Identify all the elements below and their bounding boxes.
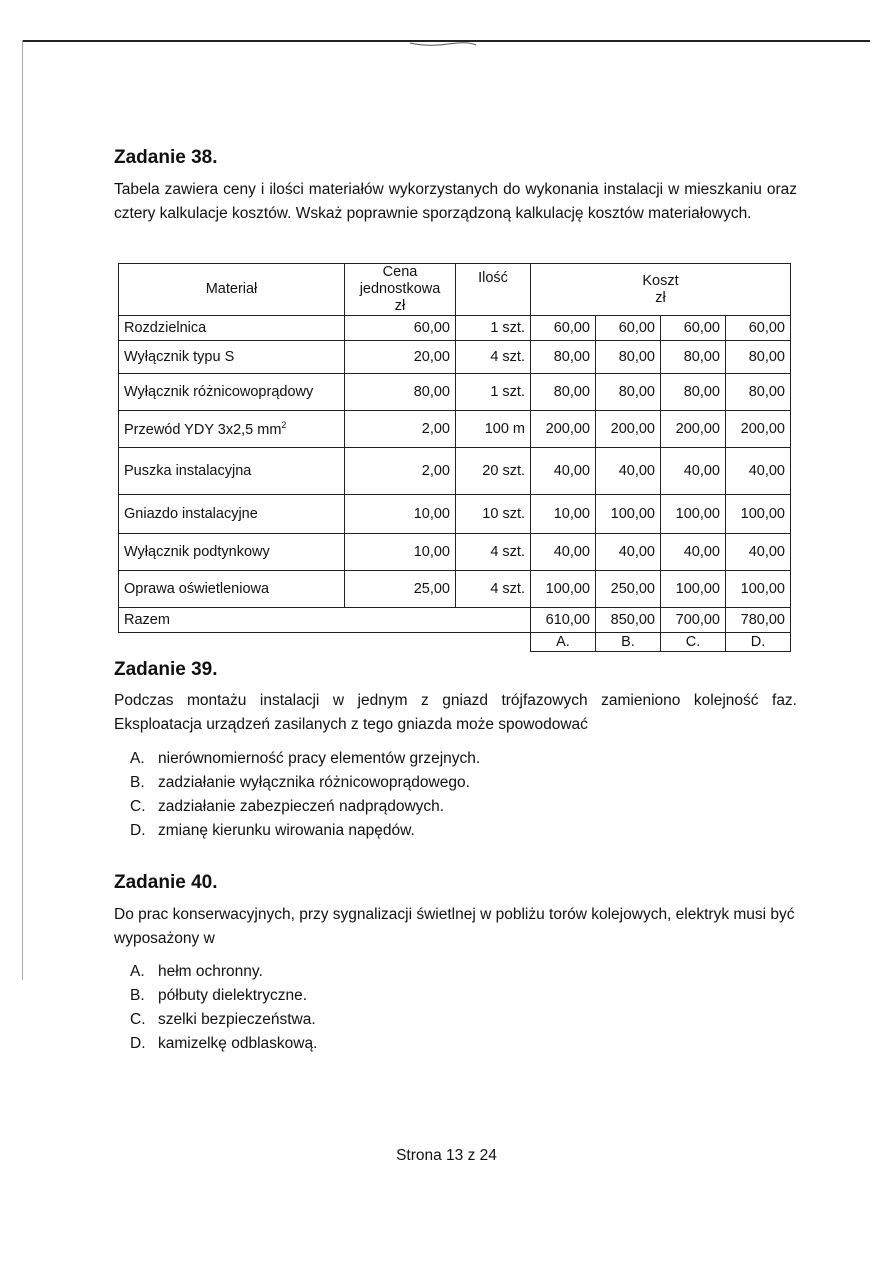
cost-cell: 200,00 xyxy=(661,411,726,448)
material-name: Puszka instalacyjna xyxy=(119,448,345,495)
material-name: Wyłącznik podtynkowy xyxy=(119,534,345,571)
answer-40-b[interactable]: B. półbuty dielektryczne. xyxy=(130,987,308,1004)
cost-cell: 60,00 xyxy=(531,316,596,341)
total-label: Razem xyxy=(119,608,531,633)
cost-cell: 80,00 xyxy=(531,374,596,411)
task-38-title: Zadanie 38. xyxy=(114,147,218,168)
cost-cell: 80,00 xyxy=(726,374,791,411)
cost-cell: 40,00 xyxy=(726,448,791,495)
table-row xyxy=(119,495,791,534)
unit-price: 60,00 xyxy=(345,316,456,341)
quantity: 4 szt. xyxy=(456,534,531,571)
material-name: Przewód YDY 3x2,5 $mm^2$ xyxy=(119,411,345,448)
header-cost: Koszt zł xyxy=(531,264,791,316)
answer-39-b[interactable]: B. zadziałanie wyłącznika różnicowoprądowego. xyxy=(130,774,470,791)
task-40-answers xyxy=(130,960,317,1056)
cost-cell: 100,00 xyxy=(596,495,661,534)
answer-40-a[interactable]: A. hełm ochronny. xyxy=(130,963,263,980)
unit-price: 20,00 xyxy=(345,341,456,374)
quantity: 4 szt. xyxy=(456,571,531,608)
table-row xyxy=(119,411,791,448)
task-39-text: Podczas montażu instalacji w jednym z gniazd trójfazowych zamieniono kolejność faz. Eksploatacja urządzeń zasilanych z tego gniazda może spowodować xyxy=(114,692,797,733)
table-row xyxy=(119,341,791,374)
quantity: 4 szt. xyxy=(456,341,531,374)
page-number: Strona 13 z 24 xyxy=(396,1147,497,1164)
quantity: 20 szt. xyxy=(456,448,531,495)
cost-cell: 100,00 xyxy=(661,495,726,534)
task-39-answers xyxy=(130,747,480,843)
total-row xyxy=(119,608,791,633)
cost-cell: 100,00 xyxy=(726,571,791,608)
cost-cell: 100,00 xyxy=(531,571,596,608)
cost-cell: 40,00 xyxy=(531,448,596,495)
cost-cell: 100,00 xyxy=(661,571,726,608)
cost-cell: 200,00 xyxy=(531,411,596,448)
margin-rule xyxy=(22,40,23,980)
table-row xyxy=(119,534,791,571)
table-row xyxy=(119,316,791,341)
cost-cell: 40,00 xyxy=(531,534,596,571)
option-c-label: C. xyxy=(661,633,726,652)
task-39-title: Zadanie 39. xyxy=(114,659,218,680)
task-38-text: Tabela zawiera ceny i ilości materiałów wykorzystanych do wykonania instalacji w mieszkaniu oraz cztery kalkulacje kosztów. Wskaż poprawnie sporządzoną kalkulację kosztów materiałowych. xyxy=(114,181,797,222)
unit-price: 10,00 xyxy=(345,534,456,571)
material-name: Wyłącznik różnicowoprądowy xyxy=(119,374,345,411)
header-qty: Ilość xyxy=(456,264,531,316)
material-name: Wyłącznik typu S xyxy=(119,341,345,374)
cost-cell: 40,00 xyxy=(726,534,791,571)
task-40-title: Zadanie 40. xyxy=(114,872,218,893)
cost-cell: 80,00 xyxy=(661,374,726,411)
total-a: 610,00 xyxy=(531,608,596,633)
table-row xyxy=(119,374,791,411)
table-row xyxy=(119,571,791,608)
cost-cell: 80,00 xyxy=(726,341,791,374)
option-a-label: A. xyxy=(531,633,596,652)
cost-cell: 100,00 xyxy=(726,495,791,534)
cost-cell: 60,00 xyxy=(726,316,791,341)
answer-40-c[interactable]: C. szelki bezpieczeństwa. xyxy=(130,1011,316,1028)
cost-cell: 60,00 xyxy=(661,316,726,341)
cost-cell: 60,00 xyxy=(596,316,661,341)
scan-mark-icon xyxy=(408,41,478,49)
material-name: Gniazdo instalacyjne xyxy=(119,495,345,534)
task-40-text: Do prac konserwacyjnych, przy sygnalizacji świetlnej w pobliżu torów kolejowych, elektryk musi być wyposażony w xyxy=(114,906,795,947)
answer-39-a[interactable]: A. nierównomierność pracy elementów grzejnych. xyxy=(130,750,481,767)
quantity: 100 m xyxy=(456,411,531,448)
material-name: Oprawa oświetleniowa xyxy=(119,571,345,608)
unit-price: 25,00 xyxy=(345,571,456,608)
option-d-label: D. xyxy=(726,633,791,652)
answer-39-c[interactable]: C. zadziałanie zabezpieczeń nadprądowych. xyxy=(130,798,445,815)
total-b: 850,00 xyxy=(596,608,661,633)
quantity: 10 szt. xyxy=(456,495,531,534)
cost-cell: 200,00 xyxy=(596,411,661,448)
header-material: Materiał xyxy=(119,264,345,316)
cost-cell: 200,00 xyxy=(726,411,791,448)
quantity: 1 szt. xyxy=(456,316,531,341)
answer-40-d[interactable]: D. kamizelkę odblaskową. xyxy=(130,1035,318,1052)
table-row xyxy=(119,448,791,495)
cost-cell: 80,00 xyxy=(531,341,596,374)
cost-cell: 10,00 xyxy=(531,495,596,534)
quantity: 1 szt. xyxy=(456,374,531,411)
unit-price: 2,00 xyxy=(345,411,456,448)
cost-cell: 80,00 xyxy=(596,341,661,374)
header-price: Cena jednostkowa zł xyxy=(345,264,456,316)
cost-cell: 80,00 xyxy=(596,374,661,411)
material-name: Rozdzielnica xyxy=(119,316,345,341)
cost-cell: 40,00 xyxy=(596,448,661,495)
table-header-row xyxy=(119,264,791,316)
total-c: 700,00 xyxy=(661,608,726,633)
cost-cell: 80,00 xyxy=(661,341,726,374)
cost-cell: 40,00 xyxy=(661,534,726,571)
cost-cell: 40,00 xyxy=(596,534,661,571)
unit-price: 80,00 xyxy=(345,374,456,411)
option-label-row xyxy=(119,633,791,652)
cost-cell: 250,00 xyxy=(596,571,661,608)
materials-table xyxy=(118,263,791,652)
answer-39-d[interactable]: D. zmianę kierunku wirowania napędów. xyxy=(130,822,415,839)
unit-price: 10,00 xyxy=(345,495,456,534)
unit-price: 2,00 xyxy=(345,448,456,495)
option-b-label: B. xyxy=(596,633,661,652)
total-d: 780,00 xyxy=(726,608,791,633)
cost-cell: 40,00 xyxy=(661,448,726,495)
